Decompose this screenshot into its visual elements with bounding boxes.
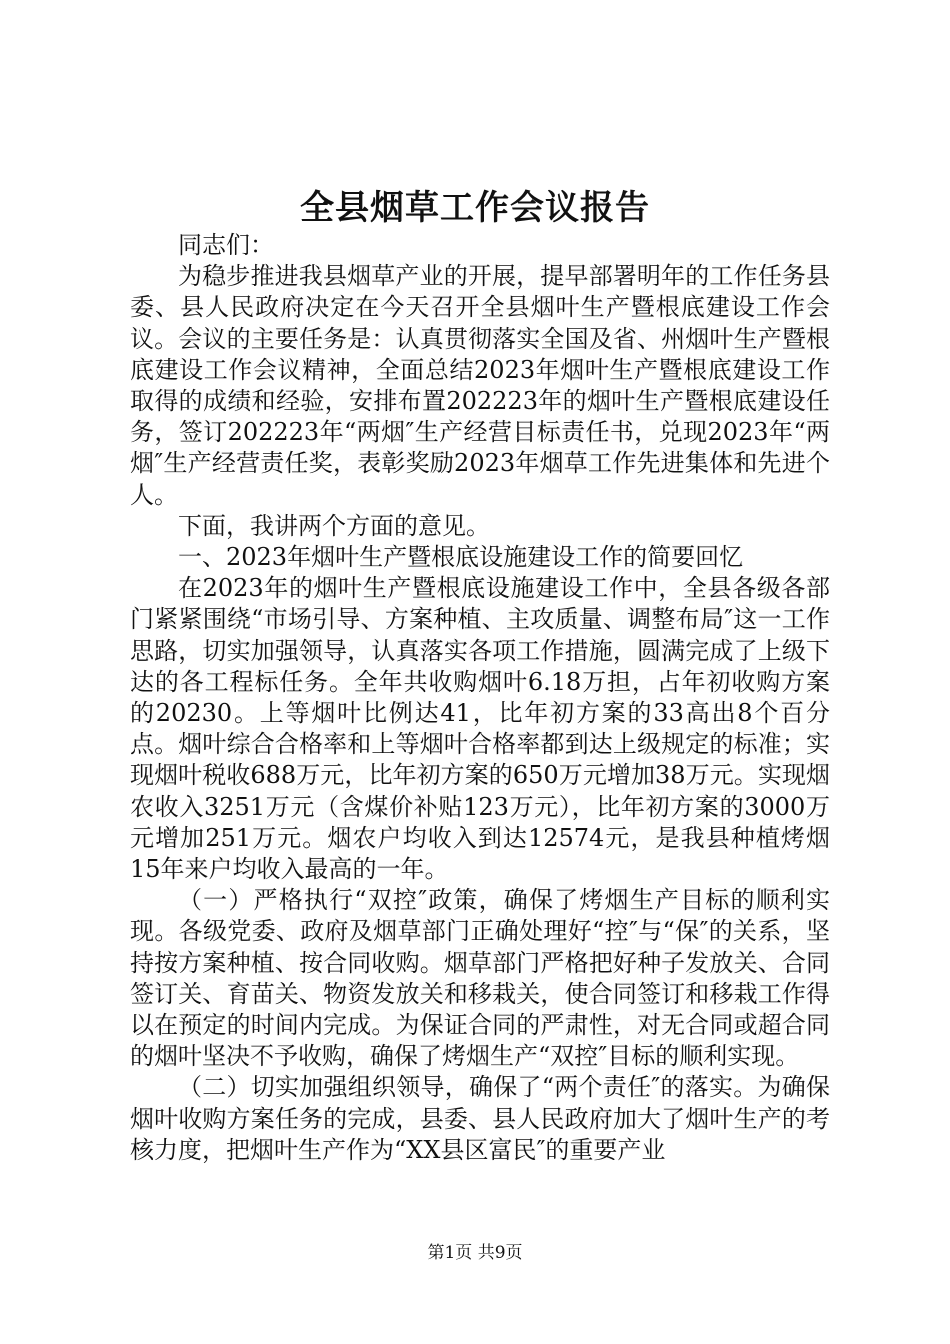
salutation-paragraph: 同志们： [178,231,274,259]
body-paragraph: 为稳步推进我县烟草产业的开展，提早部署明年的工作任务县委、县人民政府决定在今天召开全县烟叶生产暨根底建设工作会议。会议的主要任务是：认真贯彻落实全国及省、州烟叶生产暨根底建设工作会议精神，全面总结2023年烟叶生产暨根底建设工作取得的成绩和经验，安排布置202223年的烟叶生产暨根底建设任务，签订202223年“两烟″生产经营目标责任书，兑现2023年“两烟″生产经营责任奖，表彰奖励2023年烟草工作先进集体和先进个人。 [130,262,830,509]
document-title: 全县烟草工作会议报告 [300,188,650,228]
body-paragraph: 下面，我讲两个方面的意见。 [178,511,490,540]
body-paragraph: （二）切实加强组织领导，确保了“两个责任″的落实。为确保烟叶收购方案任务的完成，县委、县人民政府加大了烟叶生产的考核力度，把烟叶生产作为“XX县区富民″的重要产业 [130,1073,830,1164]
body-paragraph: 在2023年的烟叶生产暨根底设施建设工作中，全县各级各部门紧紧围绕“市场引导、方案种植、主攻质量、调整布局″这一工作思路，切实加强领导，认真落实各项工作措施，圆满完成了上级下达的各工程标任务。全年共收购烟叶6.18万担，占年初收购方案的20230。上等烟叶比例达41，比年初方案的33高出8个百分点。烟叶综合合格率和上等烟叶合格率都到达上级规定的标准；实现烟叶税收688万元，比年初方案的650万元增加38万元。实现烟农收入3251万元（含煤价补贴123万元），比年初方案的3000万元增加251万元。烟农户均收入到达12574元，是我县种植烤烟15年来户均收入最高的一年。 [130,574,830,884]
page-footer: 第1页 共9页 [427,1243,523,1263]
section-heading: 一、2023年烟叶生产暨根底设施建设工作的简要回忆 [178,543,744,572]
body-paragraph: （一）严格执行“双控″政策，确保了烤烟生产目标的顺利实现。各级党委、政府及烟草部门正确处理好“控″与“保″的关系，坚持按方案种植、按合同收购。烟草部门严格把好种子发放关、合同签订关、育苗关、物资发放关和移栽关，使合同签订和移栽工作得以在预定的时间内完成。为保证合同的严肃性，对无合同或超合同的烟叶坚决不予收购，确保了烤烟生产“双控″目标的顺利实现。 [130,886,830,1071]
document-body [130,230,830,1166]
